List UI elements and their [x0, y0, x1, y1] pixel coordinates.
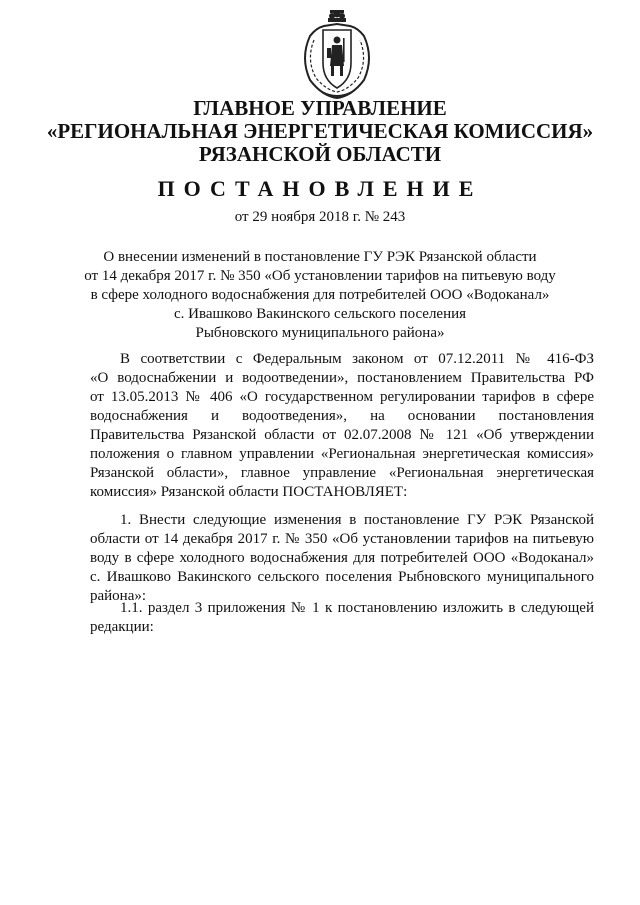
item-1-line: области от 14 декабря 2017 г. № 350 «Об установлении тарифов на питьевую	[90, 531, 594, 547]
item-1-1-paragraph	[90, 599, 594, 637]
document-subject	[60, 248, 580, 343]
item-1-1-line: 1.1. раздел 3 приложения № 1 к постановлению изложить в следующей	[120, 600, 594, 616]
subject-line: от 14 декабря 2017 г. № 350 «Об установлении тарифов на питьевую воду	[84, 268, 556, 284]
org-name-line-1: ГЛАВНОЕ УПРАВЛЕНИЕ	[193, 96, 447, 120]
preamble-line: Рязанской области», главное управление «Региональная энергетическая	[90, 465, 594, 481]
preamble-line: В соответствии с Федеральным законом от 07.12.2011 № 416-ФЗ	[120, 351, 594, 367]
preamble-line: «О водоснабжении и водоотведении», постановлением Правительства РФ	[90, 370, 594, 386]
date-and-number: от 29 ноября 2018 г. № 243	[234, 209, 406, 225]
subject-line: О внесении изменений в постановление ГУ РЭК Рязанской области	[103, 249, 537, 265]
preamble-line: Правительства Рязанской области от 02.07.2008 № 121 «Об утверждении	[90, 427, 594, 443]
item-1-line: воду в сфере холодного водоснабжения для потребителей ООО «Водоканал»	[90, 550, 594, 566]
preamble-line: от 13.05.2013 № 406 «О государственном регулировании тарифов в сфере	[90, 389, 594, 405]
preamble-paragraph	[90, 350, 594, 502]
subject-line: с. Ивашково Вакинского сельского поселения	[173, 306, 467, 322]
subject-line: Рыбновского муниципального района»	[195, 325, 445, 341]
org-name-line-3: РЯЗАНСКОЙ ОБЛАСТИ	[198, 142, 442, 166]
subject-line: в сфере холодного водоснабжения для потребителей ООО «Водоканал»	[90, 287, 550, 303]
preamble-line: комиссия» Рязанской области ПОСТАНОВЛЯЕТ:	[90, 484, 408, 500]
item-1-paragraph	[90, 511, 594, 606]
item-1-1-line: редакции:	[90, 619, 154, 635]
preamble-line: положения о главном управлении «Региональная энергетическая комиссия»	[90, 446, 594, 462]
org-name-line-2: «РЕГИОНАЛЬНАЯ ЭНЕРГЕТИЧЕСКАЯ КОМИССИЯ»	[46, 119, 594, 143]
coat-of-arms-icon	[296, 8, 378, 100]
preamble-line: водоснабжения и водоотведения», на основании постановления	[90, 408, 594, 424]
item-1-line: 1. Внести следующие изменения в постановление ГУ РЭК Рязанской	[120, 512, 594, 528]
document-type-title: ПОСТАНОВЛЕНИЕ	[157, 176, 483, 201]
item-1-line: с. Ивашково Вакинского сельского поселения Рыбновского муниципального	[90, 569, 594, 585]
item-1-line: района»:	[90, 588, 147, 604]
